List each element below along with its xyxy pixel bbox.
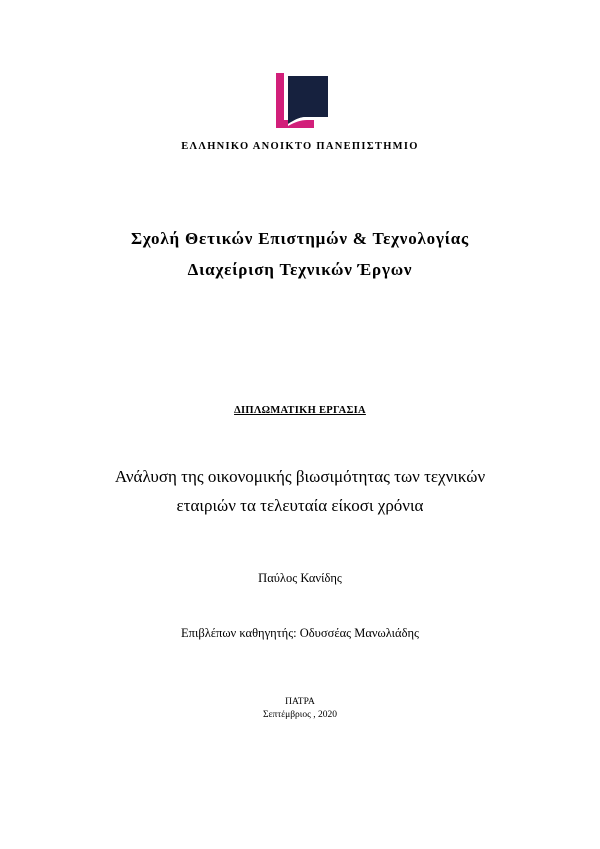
university-logo-icon	[276, 73, 328, 128]
thesis-title-line-1: Ανάλυση της οικονομικής βιωσιμότητας των τεχνικών	[114, 467, 486, 486]
city: ΠΑΤΡΑ	[285, 697, 315, 707]
date: Σεπτέμβριος , 2020	[263, 710, 337, 720]
university-name: ΕΛΛΗΝΙΚΟ ΑΝΟΙΚΤΟ ΠΑΝΕΠΙΣΤΗΜΙΟ	[181, 141, 419, 152]
thesis-title-line-2: εταιριών τα τελευταία είκοσι χρόνια	[176, 496, 424, 515]
thesis-type: ΔΙΠΛΩΜΑΤΙΚΗ ΕΡΓΑΣΙΑ	[234, 405, 366, 416]
school-name: Σχολή Θετικών Επιστημών & Τεχνολογίας	[130, 229, 470, 248]
author-name: Παύλος Κανίδης	[258, 571, 342, 585]
program-name: Διαχείριση Τεχνικών Έργων	[187, 260, 413, 279]
supervisor: Επιβλέπων καθηγητής: Οδυσσέας Μανωλιάδης	[181, 626, 419, 640]
